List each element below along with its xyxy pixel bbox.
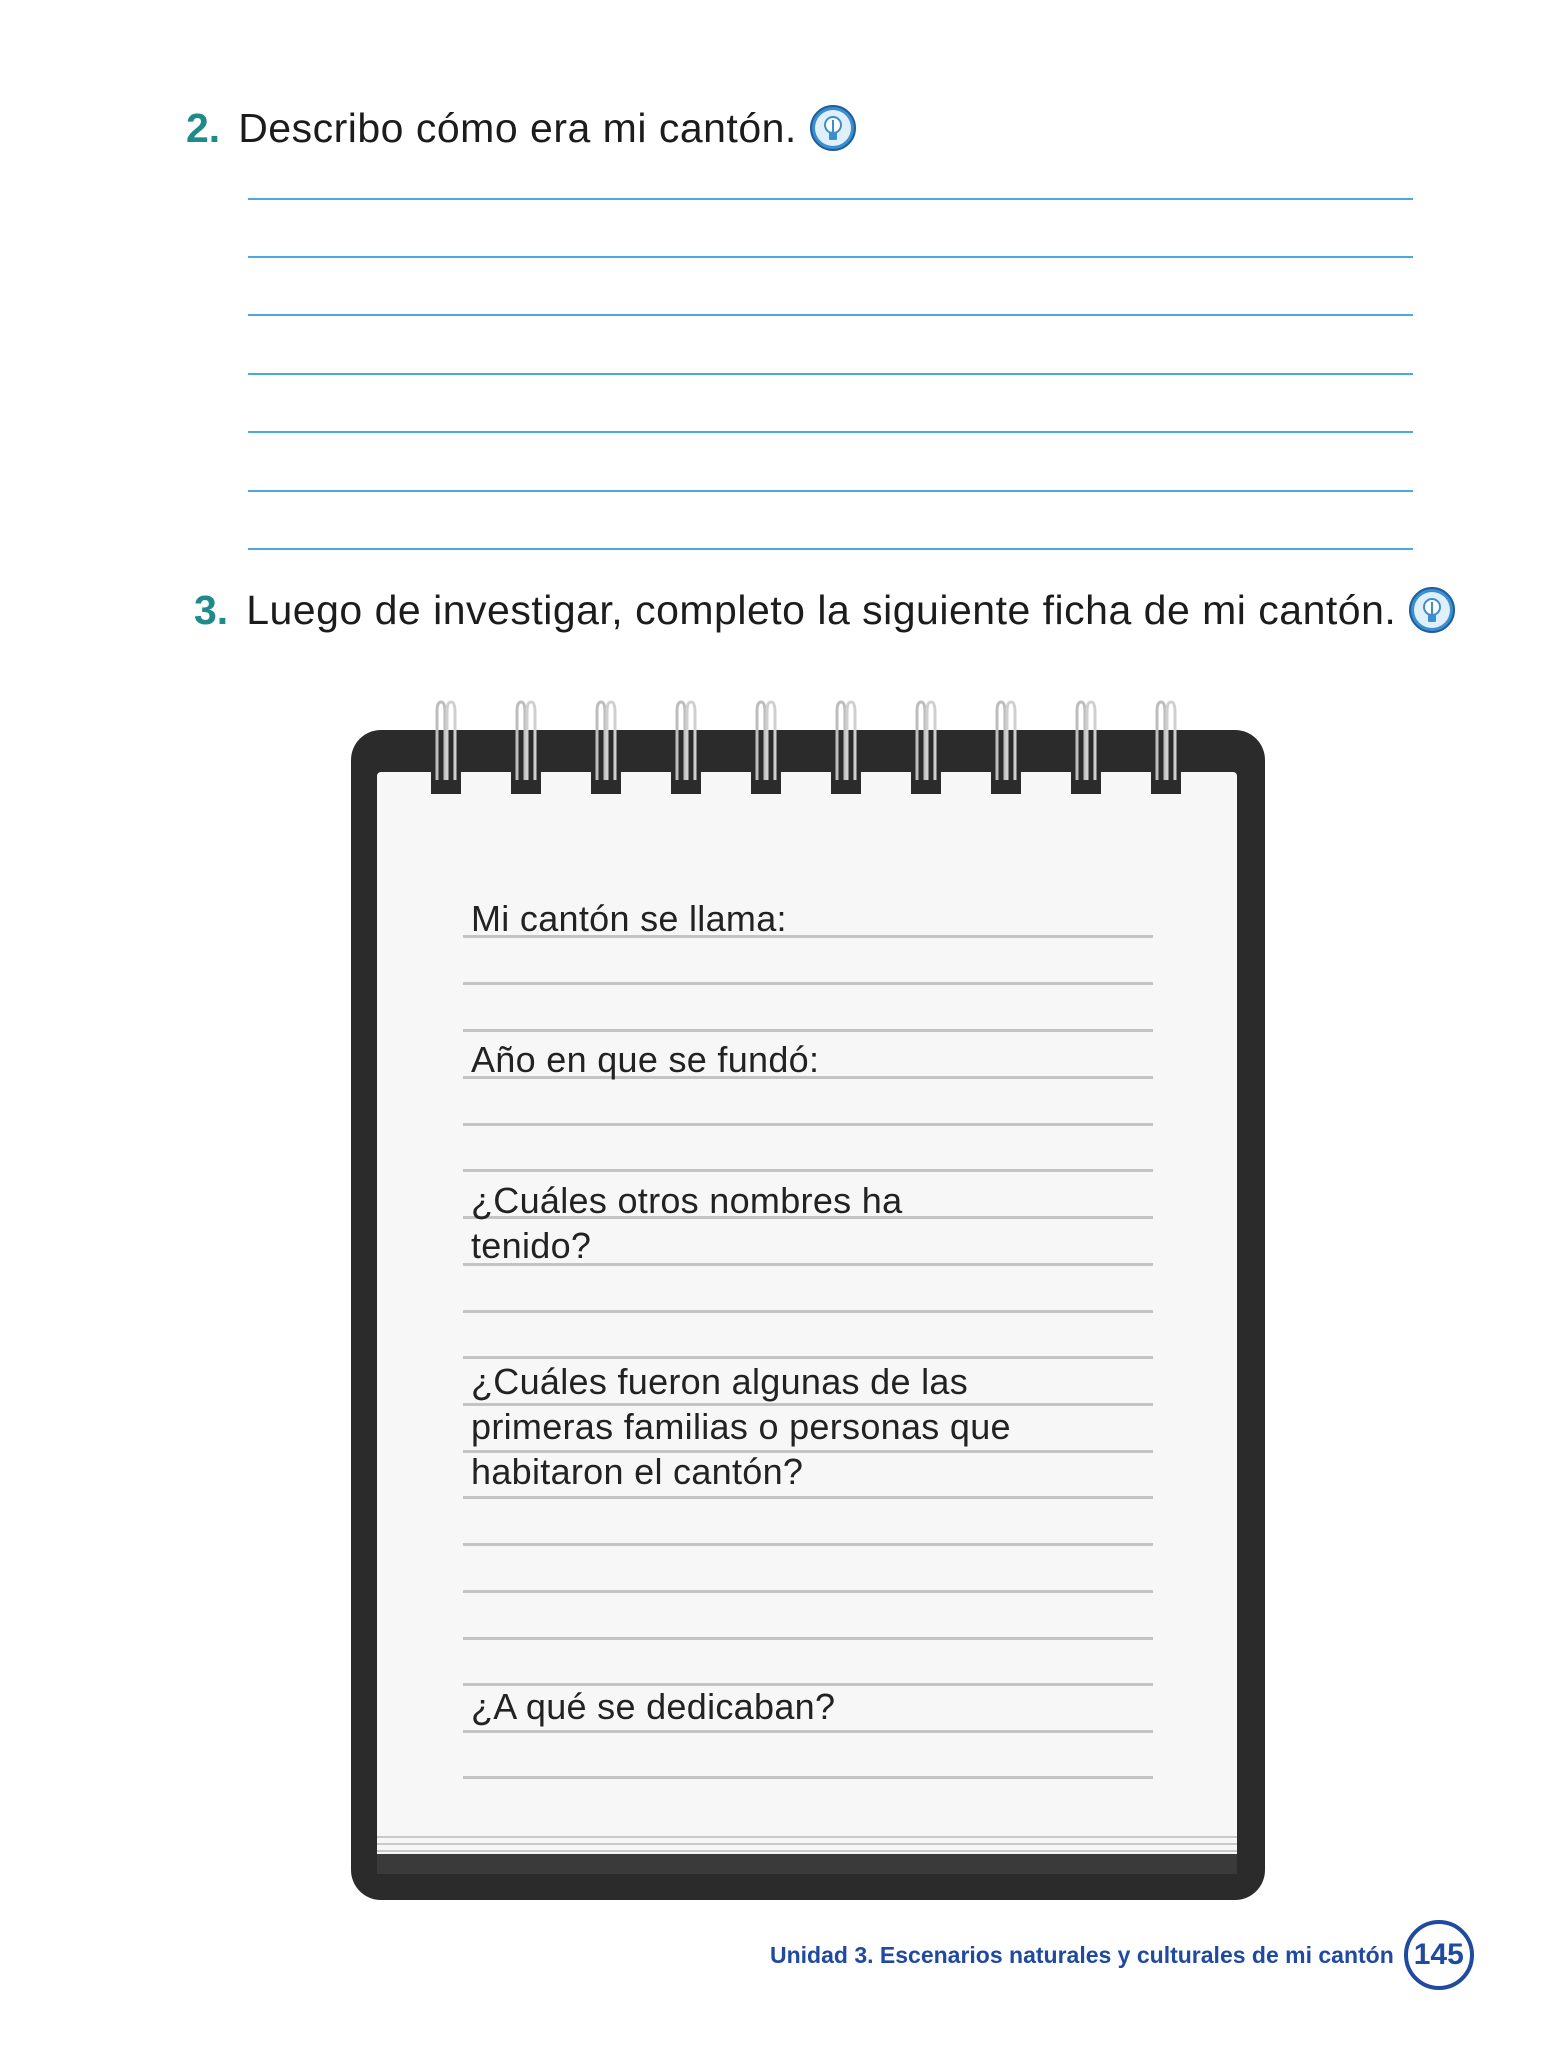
spiral-ring-icon	[671, 700, 701, 800]
question-number: 3.	[194, 586, 229, 633]
spiral-ring-icon	[431, 700, 461, 800]
question-2	[186, 104, 857, 152]
page-stack-edge	[377, 1836, 1237, 1838]
field-label: ¿Cuáles fueron algunas de las primeras familias o personas que habitaron el cantón?	[471, 1361, 1011, 1492]
answer-line[interactable]	[463, 1543, 1153, 1546]
question-text: Luego de investigar, completo la siguiente ficha de mi cantón.	[246, 586, 1397, 633]
writing-line[interactable]	[248, 198, 1413, 200]
unit-title: Unidad 3. Escenarios naturales y culturales de mi cantón	[770, 1941, 1394, 1968]
answer-line[interactable]	[463, 1637, 1153, 1640]
writing-line[interactable]	[248, 373, 1413, 375]
answer-line[interactable]	[463, 1169, 1153, 1172]
answer-line[interactable]	[463, 982, 1153, 985]
spiral-ring-icon	[591, 700, 621, 800]
spiral-ring-icon	[751, 700, 781, 800]
answer-line[interactable]	[463, 1730, 1153, 1733]
spiral-ring-icon	[911, 700, 941, 800]
notebook-bottom-edge	[377, 1854, 1237, 1874]
page-stack-edge	[377, 1850, 1237, 1852]
spiral-ring-icon	[831, 700, 861, 800]
notebook-card	[351, 730, 1265, 1900]
answer-line[interactable]	[463, 1496, 1153, 1499]
field-label: Mi cantón se llama:	[471, 898, 787, 939]
lightbulb-icon[interactable]	[809, 104, 857, 152]
writing-line[interactable]	[248, 490, 1413, 492]
answer-line[interactable]	[463, 1590, 1153, 1593]
question-number: 2.	[186, 104, 221, 151]
writing-line[interactable]	[248, 548, 1413, 550]
answer-line[interactable]	[463, 1123, 1153, 1126]
field-label: ¿A qué se dedicaban?	[471, 1686, 836, 1727]
answer-line[interactable]	[463, 1029, 1153, 1032]
question-3	[194, 586, 1456, 634]
spiral-ring-icon	[991, 700, 1021, 800]
writing-line[interactable]	[248, 431, 1413, 433]
page-footer	[770, 1920, 1474, 1990]
spiral-ring-icon	[1071, 700, 1101, 800]
field-label: ¿Cuáles otros nombres ha tenido?	[471, 1180, 903, 1266]
page-stack-edge	[377, 1843, 1237, 1845]
question-text: Describo cómo era mi cantón.	[238, 104, 797, 151]
spiral-ring-icon	[1151, 700, 1181, 800]
writing-line[interactable]	[248, 314, 1413, 316]
field-label: Año en que se fundó:	[471, 1039, 820, 1080]
spiral-ring-icon	[511, 700, 541, 800]
answer-line[interactable]	[463, 1310, 1153, 1313]
page-number: 145	[1404, 1920, 1474, 1990]
lightbulb-icon[interactable]	[1408, 586, 1456, 634]
answer-line[interactable]	[463, 1776, 1153, 1779]
writing-line[interactable]	[248, 256, 1413, 258]
